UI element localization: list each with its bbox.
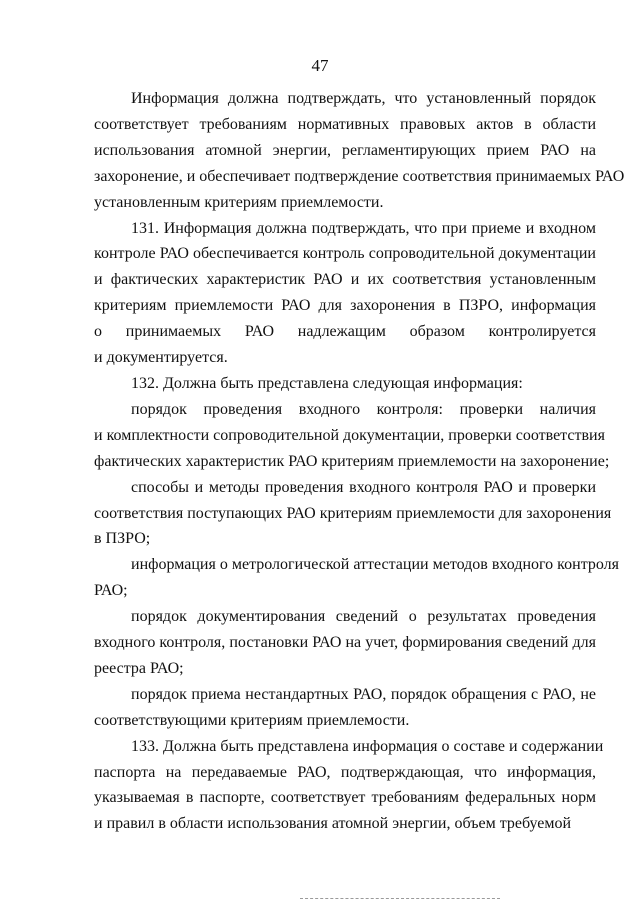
- text-line: соответствует требованиям нормативных правовых актов в области: [94, 115, 596, 133]
- paragraph-p131: [94, 216, 596, 371]
- document-body: [94, 86, 625, 837]
- text-line: Информация должна подтверждать, что установленный порядок: [131, 90, 596, 107]
- paragraph-p132-item1: [94, 397, 610, 475]
- text-line: контроле РАО обеспечивается контроль сопроводительной документации: [94, 245, 596, 263]
- text-line: указываемая в паспорте, соответствует требованиям федеральных норм: [94, 789, 596, 807]
- paragraph-p132-item5: [94, 682, 596, 734]
- paragraph-intro: [94, 86, 625, 216]
- text-line: использования атомной энергии, регламентирующих прием РАО на: [94, 141, 596, 159]
- text-line: РАО;: [94, 582, 128, 600]
- text-line: и фактических характеристик РАО и их соответствия установленным: [94, 271, 596, 289]
- text-line: критериям приемлемости РАО для захоронения в ПЗРО, информация: [94, 297, 596, 315]
- text-line: соответствия поступающих РАО критериям приемлемости для захоронения: [94, 504, 612, 522]
- page-number: 47: [311, 56, 329, 75]
- paragraph-p132-item2: [94, 475, 612, 553]
- text-line: фактических характеристик РАО критериям приемлемости на захоронение;: [94, 452, 610, 470]
- text-line: о принимаемых РАО надлежащим образом контролируется: [94, 323, 596, 341]
- text-line: порядок документирования сведений о результатах проведения: [131, 608, 596, 626]
- text-line: 132. Должна быть представлена следующая информация:: [131, 374, 523, 392]
- text-line: способы и методы проведения входного контроля РАО и проверки: [131, 478, 596, 496]
- text-line: информация о метрологической аттестации методов входного контроля: [131, 556, 620, 574]
- text-line: и документируется.: [94, 349, 228, 367]
- text-line: установленным критериям приемлемости.: [94, 193, 384, 211]
- paragraph-p132: [94, 371, 596, 397]
- text-line: соответствующими критериям приемлемости.: [94, 711, 410, 729]
- text-line: реестра РАО;: [94, 659, 184, 677]
- text-line: входного контроля, постановки РАО на учет, формирования сведений для: [94, 634, 596, 652]
- text-line: порядок приема нестандартных РАО, порядок обращения с РАО, не: [131, 685, 596, 703]
- text-line: и правил в области использования атомной энергии, объем требуемой: [94, 815, 572, 833]
- text-line: 131. Информация должна подтверждать, что при приеме и входном: [131, 219, 596, 237]
- paragraph-p132-item3: [94, 552, 620, 604]
- text-line: захоронение, и обеспечивает подтверждение соответствия принимаемых РАО: [94, 167, 625, 185]
- text-line: паспорта на передаваемые РАО, подтверждающая, что информация,: [94, 763, 596, 781]
- text-line: и комплектности сопроводительной документации, проверки соответствия: [94, 426, 605, 444]
- text-line: 133. Должна быть представлена информация о составе и содержании: [131, 737, 604, 755]
- paragraph-p133: [94, 734, 604, 838]
- scan-artifact-line: [300, 898, 500, 901]
- text-line: порядок проведения входного контроля: проверки наличия: [131, 400, 596, 418]
- text-line: в ПЗРО;: [94, 530, 151, 548]
- paragraph-p132-item4: [94, 604, 596, 682]
